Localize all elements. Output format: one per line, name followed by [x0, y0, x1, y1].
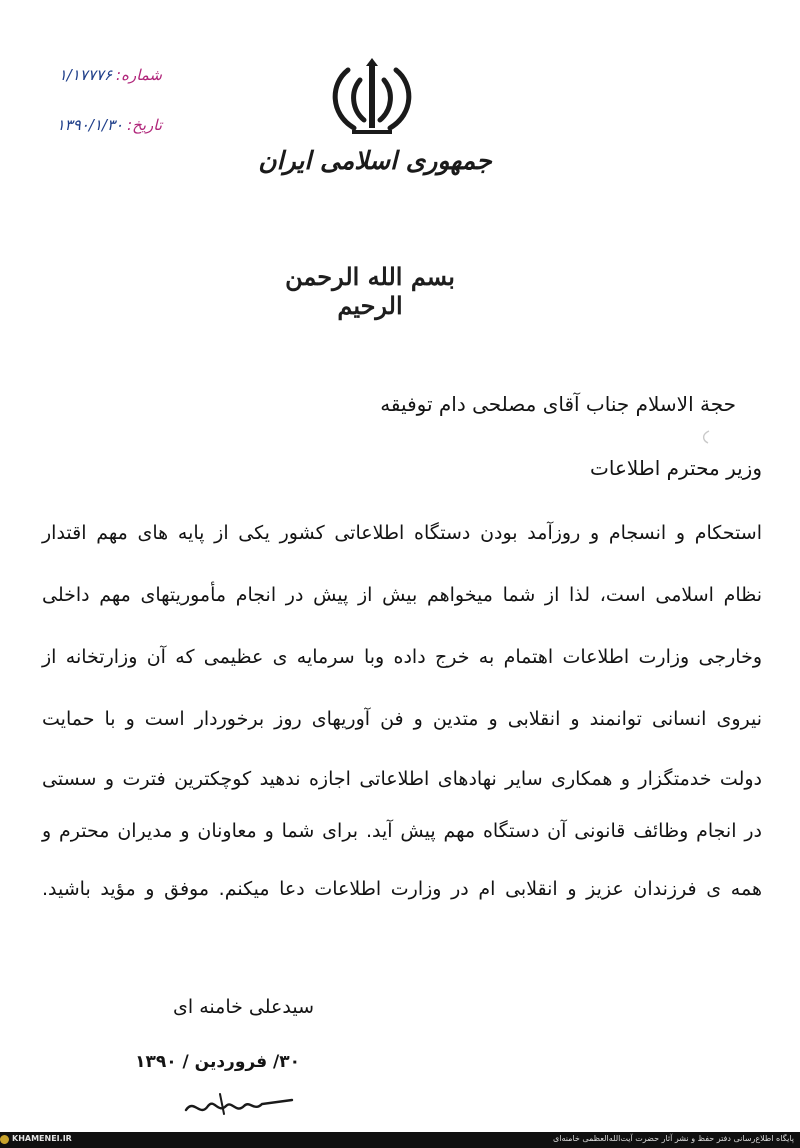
- margin-mark: [700, 430, 712, 444]
- footer-bar: [0, 1132, 800, 1148]
- signature-date: ۳۰/ فروردین / ۱۳۹۰: [135, 1052, 300, 1072]
- iran-emblem-icon: [324, 58, 420, 138]
- letter-number-label: شماره:: [116, 66, 162, 84]
- body-line: وخارجی وزارت اطلاعات اهتمام به خرج داده وبا سرمایه ی عظیمی که آن وزارتخانه از: [42, 646, 762, 668]
- footer-caption: پایگاه اطلاع‌رسانی دفتر حفظ و نشر آثار حضرت آیت‌الله‌العظمی خامنه‌ای: [552, 1134, 794, 1143]
- letter-date-label: تاریخ:: [127, 116, 162, 134]
- addressee-line: حجة الاسلام جناب آقای مصلحی دام توفیقه: [380, 392, 736, 416]
- body-line: نظام اسلامی است، لذا از شما میخواهم بیش از پیش در انجام مأموریتهای مهم داخلی: [42, 584, 762, 606]
- basmala-heading: بسم الله الرحمن الرحیم: [285, 262, 455, 320]
- letter-number-value: ۱/۱۷۷۷۶: [58, 66, 113, 84]
- letter-date: [52, 116, 162, 134]
- body-line: نیروی انسانی توانمند و انقلابی و متدین و فن آوریهای روز برخوردار است و با حمایت: [42, 708, 762, 730]
- body-line: در انجام وظائف قانونی آن دستگاه مهم پیش آید. برای شما و معاونان و مدیران محترم و: [42, 820, 762, 842]
- letter-date-value: ۱۳۹۰/۱/۳۰: [56, 116, 124, 134]
- body-line: دولت خدمتگزار و همکاری سایر نهادهای اطلاعاتی اجازه ندهید کوچکترین فترت و سستی: [42, 768, 762, 790]
- handwritten-signature-icon: [180, 1084, 300, 1124]
- site-logo-icon: [0, 1135, 9, 1144]
- body-line: همه ی فرزندان عزیز و انقلابی ام در وزارت اطلاعات دعا میکنم. موفق و مؤید باشید.: [42, 878, 762, 900]
- country-name: جمهوری اسلامی ایران: [258, 146, 492, 175]
- body-line: استحکام و انسجام و روزآمد بودن دستگاه اطلاعاتی کشور یکی از پایه های مهم اقتدار: [42, 522, 762, 544]
- signatory-name: سیدعلی خامنه ای: [173, 996, 314, 1018]
- footer-logo-text: KHAMENEI.IR: [12, 1134, 72, 1143]
- letter-number: [52, 66, 162, 84]
- addressee-title: وزیر محترم اطلاعات: [590, 456, 762, 480]
